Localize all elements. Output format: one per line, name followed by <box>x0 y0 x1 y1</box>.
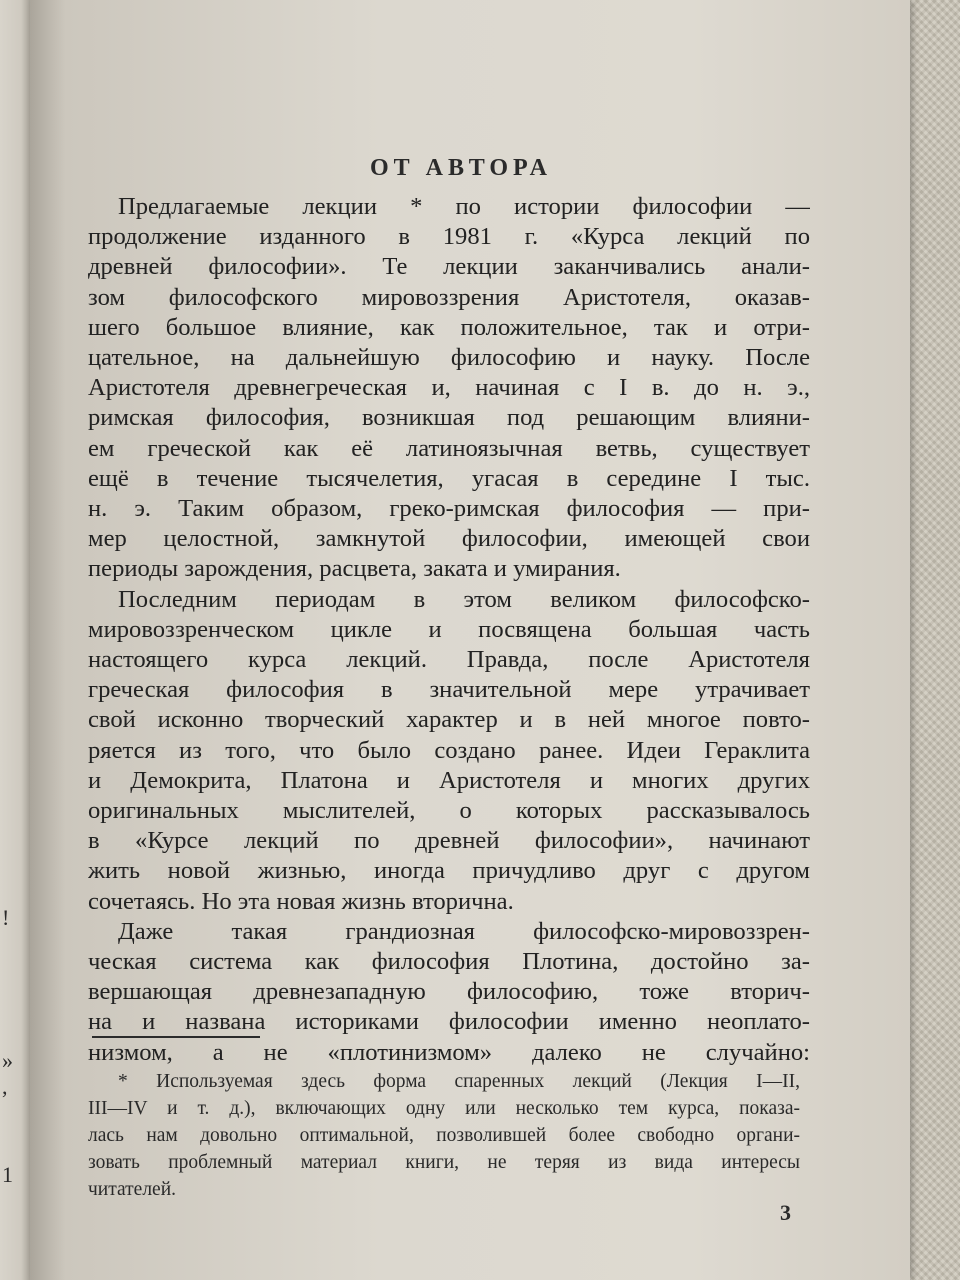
footnote-line: читателей. <box>88 1179 177 1200</box>
text-line: ряется из того, что было создано ранее. Идеи Гераклита <box>88 736 810 764</box>
text-line: Последним периодам в этом великом философско- <box>118 585 810 613</box>
book-page <box>30 0 910 1280</box>
text-line: жить новой жизнью, иногда причудливо друг с другом <box>88 857 810 885</box>
left-facing-page-edge <box>0 0 30 1280</box>
text-line: мировоззренческом цикле и посвящена большая часть <box>88 615 810 643</box>
text-line: зом философского мировоззрения Аристотеля, оказав- <box>88 283 810 311</box>
text-line: мер целостной, замкнутой философии, имеющей свои <box>88 525 810 553</box>
text-line: и Демокрита, Платона и Аристотеля и многих других <box>88 766 810 794</box>
text-line: ческая система как философия Плотина, достойно за- <box>88 948 810 976</box>
text-line: низмом, а не «плотинизмом» далеко не случайно: <box>88 1038 810 1066</box>
paragraph-1 <box>88 192 810 585</box>
text-line: римская философия, возникшая под решающим влияни- <box>88 404 810 432</box>
footnote <box>88 1068 800 1203</box>
footnote-separator <box>92 1036 260 1038</box>
text-line: сочетаясь. Но эта новая жизнь вторична. <box>88 887 514 915</box>
left-page-fragment: 1 <box>2 1162 13 1187</box>
text-line: цательное, на дальнейшую философию и науку. После <box>88 344 810 372</box>
text-line: н. э. Таким образом, греко-римская философия — при- <box>88 495 810 523</box>
text-line: периоды зарождения, расцвета, заката и умирания. <box>88 555 621 583</box>
left-page-fragment: » <box>2 1048 13 1073</box>
footnote-line: III—IV и т. д.), включающих одну или несколько тем курса, показа- <box>88 1098 800 1119</box>
text-line: ещё в течение тысячелетия, угасая в середине I тыс. <box>88 464 810 492</box>
paragraph-3 <box>88 917 810 1068</box>
text-line: оригинальных мыслителей, о которых рассказывалось <box>88 797 810 825</box>
footnote-line: лась нам довольно оптимальной, позволившей более свободно органи- <box>88 1125 800 1146</box>
text-line: свой исконно творческий характер и в ней многое повто- <box>88 706 810 734</box>
footnote-line: * Используемая здесь форма спаренных лекций (Лекция I—II, <box>118 1071 800 1092</box>
text-line: Предлагаемые лекции * по истории философии — <box>118 193 810 220</box>
page-number: 3 <box>780 1200 791 1225</box>
left-page-fragment: , <box>2 1074 8 1099</box>
text-line: в «Курсе лекций по древней философии», начинают <box>88 827 810 855</box>
text-line: Аристотеля древнегреческая и, начиная с I в. до н. э., <box>88 374 810 402</box>
body-text <box>88 192 810 1068</box>
page-title: ОТ АВТОРА <box>370 155 552 181</box>
text-line: древней философии». Те лекции заканчивались анали- <box>88 253 810 281</box>
text-line: на и названа историками философии именно неоплато- <box>88 1008 810 1036</box>
text-line: греческая философия в значительной мере утрачивает <box>88 676 810 704</box>
text-line: вершающая древнезападную философию, тоже вторич- <box>88 978 810 1006</box>
paragraph-2 <box>88 585 810 917</box>
text-line: шего большое влияние, как положительное, так и отри- <box>88 313 810 341</box>
left-page-fragment: ! <box>2 905 10 930</box>
text-line: ем греческой как её латиноязычная ветвь, существует <box>88 434 810 462</box>
text-line: продолжение изданного в 1981 г. «Курса лекций по <box>88 223 810 251</box>
text-line: Даже такая грандиозная философско-мировоззрен- <box>118 917 810 945</box>
footnote-line: зовать проблемный материал книги, не теряя из вида интересы <box>88 1152 800 1173</box>
text-line: настоящего курса лекций. Правда, после Аристотеля <box>88 646 810 674</box>
